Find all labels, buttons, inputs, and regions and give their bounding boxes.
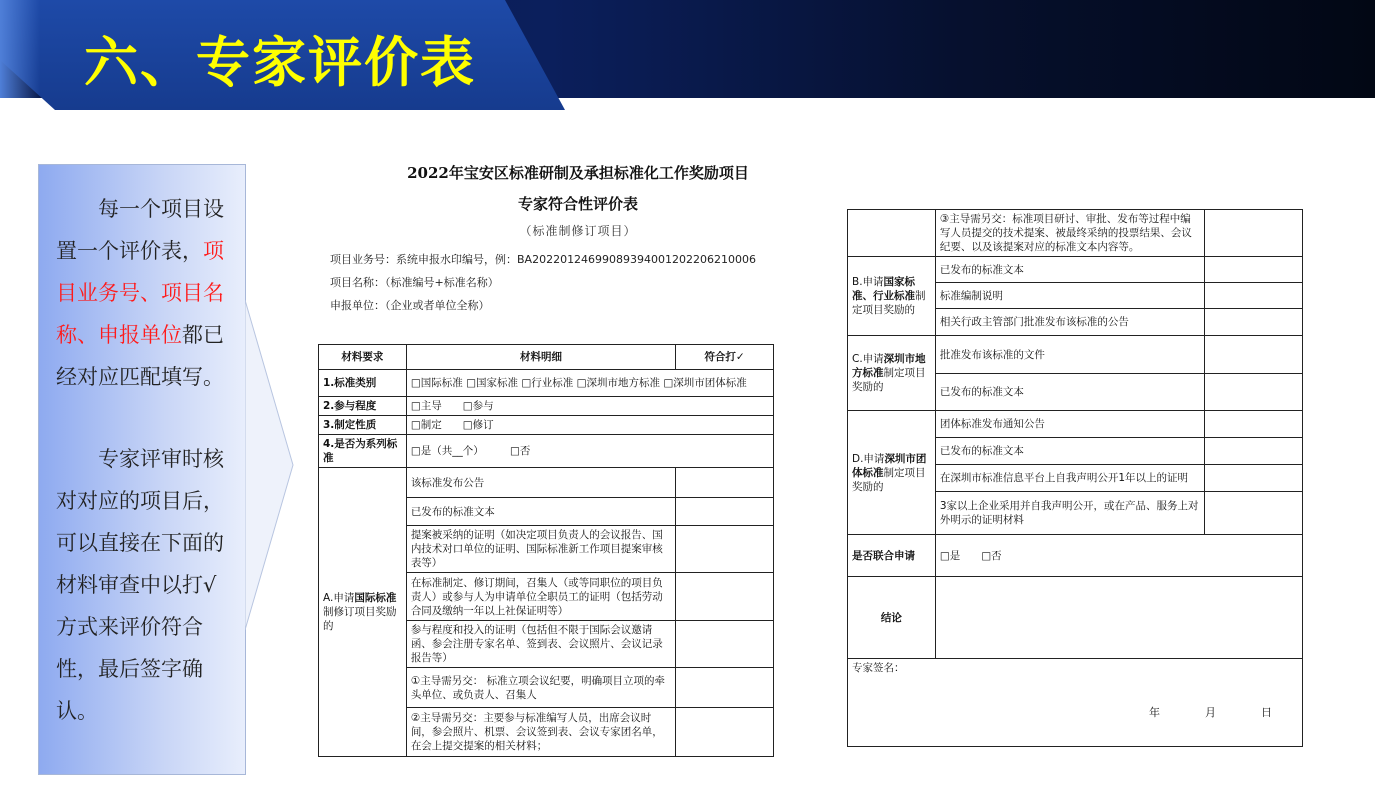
check-cell[interactable] [676, 573, 774, 621]
group-a-item: ①主导需另交： 标准立项会议纪要，明确项目立项的牵头单位、或负责人、召集人 [406, 668, 675, 708]
group-c-item: 已发布的标准文本 [935, 374, 1204, 411]
group-b-item: 相关行政主管部门批准发布该标准的公告 [935, 309, 1204, 336]
callout-pointer [245, 300, 295, 630]
series-options[interactable]: □是（共__个） □否 [406, 435, 773, 468]
check-cell[interactable] [676, 526, 774, 573]
callout-text [56, 188, 226, 732]
date-month: 月 [1205, 706, 1216, 719]
evaluation-table-left [318, 344, 774, 757]
header-detail: 材料明细 [406, 345, 675, 370]
project-name-field: 项目名称：（标准编号+标准名称） [330, 276, 499, 289]
group-a-item: 在标准制定、修订期间，召集人（或等同职位的项目负责人）或参与人为申请单位全职员工的证明（包括劳动合同及缴纳一年以上社保证明等） [406, 573, 675, 621]
group-d-item: 在深圳市标准信息平台上自我声明公开1年以上的证明 [935, 465, 1204, 492]
group-d-item: 3家以上企业采用并自我声明公开，或在产品、服务上对外明示的证明材料 [935, 492, 1204, 535]
conclusion-field[interactable] [935, 577, 1302, 659]
participation-options[interactable]: □主导 □参与 [406, 397, 773, 416]
group-a-item: 参与程度和投入的证明（包括但不限于国际会议邀请函、参会注册专家名单、签到表、会议照片、会议记录报告等） [406, 621, 675, 668]
check-cell[interactable] [1205, 283, 1303, 309]
check-cell[interactable] [1205, 411, 1303, 438]
date-day: 日 [1261, 706, 1272, 719]
applicant-field: 申报单位：（企业或者单位全称） [330, 299, 490, 312]
conclusion-label: 结论 [848, 577, 936, 659]
req-series: 4.是否为系列标准 [319, 435, 407, 468]
group-c-label: C.申请深圳市地方标准制定项目奖励的 [848, 336, 936, 411]
callout-p1-highlight: 项目业务号、项目名称、申报单位 [56, 239, 224, 347]
check-cell[interactable] [1205, 309, 1303, 336]
check-cell[interactable] [1205, 374, 1303, 411]
page-title: 六、专家评价表 [84, 31, 476, 94]
check-cell[interactable] [1205, 257, 1303, 283]
date-year: 年 [1149, 706, 1160, 719]
group-a-label: A.申请国际标准制修订项目奖励的 [319, 468, 407, 757]
doc-subtitle: 专家符合性评价表 [517, 195, 638, 213]
check-cell[interactable] [676, 498, 774, 526]
header-requirement: 材料要求 [319, 345, 407, 370]
group-b-item: 已发布的标准文本 [935, 257, 1204, 283]
check-cell[interactable] [1205, 438, 1303, 465]
group-a-item: 该标准发布公告 [406, 468, 675, 498]
business-number-field: 项目业务号：系统申报水印编号，例：BA20220124699089394001202206210006 [330, 253, 757, 266]
check-cell[interactable] [676, 708, 774, 757]
check-cell[interactable] [676, 668, 774, 708]
check-cell[interactable] [1205, 210, 1303, 257]
callout-p1-prefix: 每一个项目设置一个评价表， [56, 197, 224, 263]
check-cell[interactable] [1205, 492, 1303, 535]
group-c-item: 批准发布该标准的文件 [935, 336, 1204, 374]
group-a-item: ③主导需另交：标准项目研讨、审批、发布等过程中编写人员提交的技术提案、被最终采纳的投票结果、会议纪要、以及该提案对应的标准文本内容等。 [935, 210, 1204, 257]
standard-type-options[interactable]: □国际标准 □国家标准 □行业标准 □深圳市地方标准 □深圳市团体标准 [406, 370, 773, 397]
signature-area[interactable] [848, 659, 1303, 747]
req-participation: 2.参与程度 [319, 397, 407, 416]
group-a-item: 提案被采纳的证明（如决定项目负责人的会议报告、国内技术对口单位的证明、国际标准新工作项目提案审核表等） [406, 526, 675, 573]
group-b-label: B.申请国家标准、行业标准制定项目奖励的 [848, 257, 936, 336]
group-a-item: ②主导需另交：主要参与标准编写人员，出席会议时间，参会照片、机票、会议签到表、会议专家团名单，在会上提交提案的相关材料； [406, 708, 675, 757]
signature-label: 专家签名： [852, 662, 905, 674]
header-check: 符合打✓ [676, 345, 774, 370]
joint-application-options[interactable]: □是 □否 [935, 535, 1302, 577]
group-d-item: 已发布的标准文本 [935, 438, 1204, 465]
callout-paragraph-1 [56, 188, 226, 398]
doc-title: 2022年宝安区标准研制及承担标准化工作奖励项目 [407, 164, 749, 182]
callout-p1-suffix: 都已经对应匹配填写。 [56, 323, 224, 389]
group-a-item: 已发布的标准文本 [406, 498, 675, 526]
nature-options[interactable]: □制定 □修订 [406, 416, 773, 435]
signature-date [1149, 706, 1272, 720]
header-gloss [0, 0, 40, 98]
req-standard-type: 1.标准类别 [319, 370, 407, 397]
check-cell[interactable] [676, 468, 774, 498]
check-cell[interactable] [676, 621, 774, 668]
group-b-item: 标准编制说明 [935, 283, 1204, 309]
group-d-item: 团体标准发布通知公告 [935, 411, 1204, 438]
callout-paragraph-2: 专家评审时核对对应的项目后，可以直接在下面的材料审查中以打√方式来评价符合性，最后签字确认。 [56, 447, 224, 723]
check-cell[interactable] [1205, 336, 1303, 374]
continued-label-cell [848, 210, 936, 257]
group-d-label: D.申请深圳市团体标准制定项目奖励的 [848, 411, 936, 535]
check-cell[interactable] [1205, 465, 1303, 492]
evaluation-table-right [847, 209, 1303, 747]
req-nature: 3.制定性质 [319, 416, 407, 435]
joint-application-label: 是否联合申请 [848, 535, 936, 577]
doc-category: （标准制修订项目） [519, 224, 637, 238]
